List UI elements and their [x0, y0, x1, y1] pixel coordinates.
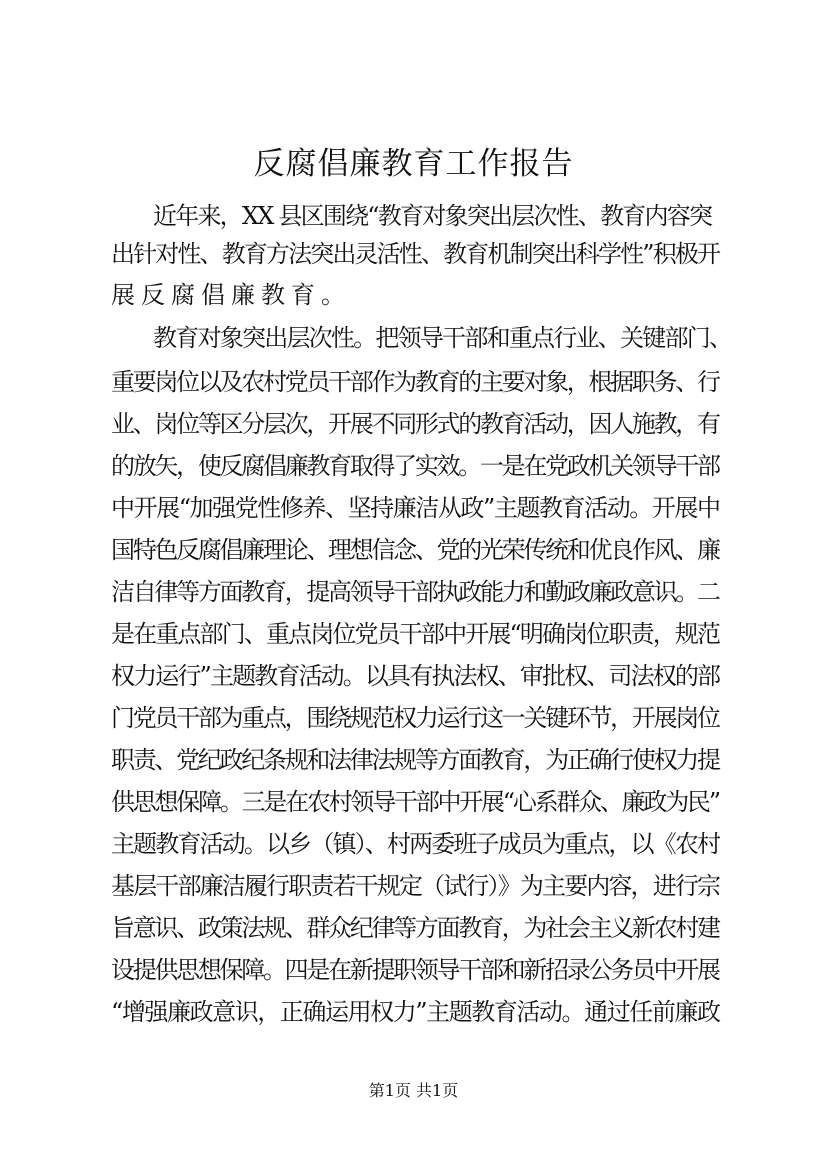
paragraph-1-line-2: 出针对性、教育方法突出灵活性、教育机制突出科学性”积极开 [111, 240, 720, 268]
paragraph-2-line-5: 中开展“加强党性修养、坚持廉洁从政”主题教育活动。开展中 [111, 494, 720, 522]
paragraph-2-line-16: 设提供思想保障。四是在新提职领导干部和新招录公务员中开展 [111, 956, 719, 984]
paragraph-2-line-17: “增强廉政意识，正确运用权力”主题教育活动。通过任前廉政 [111, 998, 720, 1026]
paragraph-2-line-12: 供思想保障。三是在农村领导干部中开展“心系群众、廉政为民” [111, 788, 719, 816]
paragraph-2-line-3: 业、岗位等区分层次，开展不同形式的教育活动，因人施教，有 [111, 410, 719, 438]
paragraph-2-line-15: 旨意识、政策法规、群众纪律等方面教育，为社会主义新农村建 [111, 914, 719, 942]
document-title: 反腐倡廉教育工作报告 [253, 146, 574, 182]
page-footer: 第1页 共1页 [368, 1081, 459, 1100]
paragraph-2-line-9: 权力运行”主题教育活动。以具有执法权、审批权、司法权的部 [111, 662, 720, 690]
paragraph-1-line-3: 展反腐倡廉教育。 [111, 281, 351, 309]
paragraph-2-line-2: 重要岗位以及农村党员干部作为教育的主要对象，根据职务、行 [111, 368, 719, 396]
paragraph-2-line-8: 是在重点部门、重点岗位党员干部中开展“明确岗位职责，规范 [111, 620, 720, 648]
paragraph-2-line-10: 门党员干部为重点，围绕规范权力运行这一关键环节，开展岗位 [111, 704, 719, 732]
paragraph-2-line-14: 基层干部廉洁履行职责若干规定（试行）》为主要内容，进行宗 [111, 872, 720, 900]
paragraph-2-line-13: 主题教育活动。以乡（镇）、村两委班子成员为重点，以《农村 [111, 830, 720, 858]
paragraph-2-line-4: 的放矢，使反腐倡廉教育取得了实效。一是在党政机关领导干部 [111, 452, 719, 480]
paragraph-2-line-7: 洁自律等方面教育，提高领导干部执政能力和勤政廉政意识。二 [111, 578, 719, 606]
paragraph-2-line-11: 职责、党纪政纪条规和法律法规等方面教育，为正确行使权力提 [111, 746, 719, 774]
paragraph-2-line-6: 国特色反腐倡廉理论、理想信念、党的光荣传统和优良作风、廉 [111, 536, 719, 564]
paragraph-2-line-1: 教育对象突出层次性。把领导干部和重点行业、关键部门、 [153, 324, 732, 352]
paragraph-1-line-1: 近年来，XX 县区围绕“教育对象突出层次性、教育内容突 [153, 202, 712, 230]
